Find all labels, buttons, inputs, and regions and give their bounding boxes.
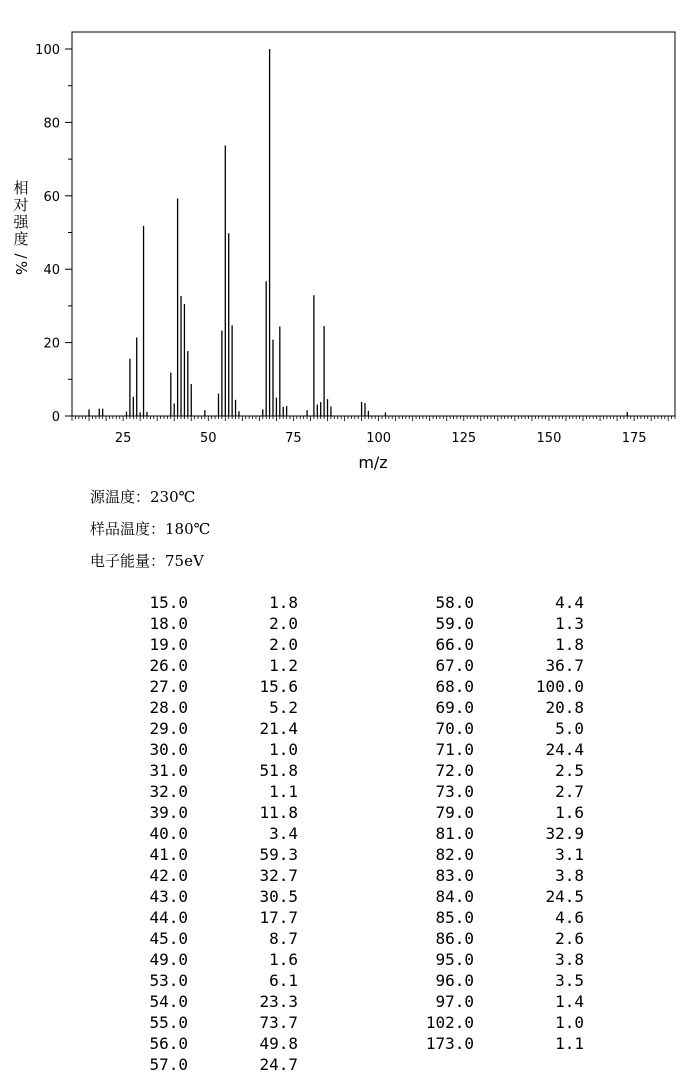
x-axis-label: m/z — [358, 453, 388, 472]
peak-mz: 44.0 — [149, 908, 188, 927]
x-tick-label: 125 — [451, 431, 477, 446]
peak-mz: 96.0 — [435, 971, 474, 990]
peak-mz: 57.0 — [149, 1055, 188, 1074]
peak-intensity: 21.4 — [259, 719, 298, 738]
peak-table-row — [0, 697, 696, 718]
peak-mz: 15.0 — [149, 593, 188, 612]
peak-mz: 86.0 — [435, 929, 474, 948]
peak-table-row — [0, 613, 696, 634]
peak-mz: 70.0 — [435, 719, 474, 738]
x-tick-label: 175 — [621, 431, 647, 446]
peak-table-row — [0, 1012, 696, 1033]
peak-mz: 173.0 — [425, 1034, 474, 1053]
peak-intensity: 4.4 — [555, 593, 584, 612]
y-tick-label: 100 — [35, 43, 60, 58]
x-axis-ticks — [115, 431, 647, 446]
peak-mz: 97.0 — [435, 992, 474, 1011]
peak-intensity: 24.4 — [545, 740, 584, 759]
x-minor-ticks — [72, 416, 675, 421]
peak-intensity: 3.8 — [555, 950, 584, 969]
peak-intensity: 1.1 — [269, 782, 298, 801]
peak-intensity: 11.8 — [259, 803, 298, 822]
peak-intensity: 1.8 — [555, 635, 584, 654]
source-temperature — [90, 486, 195, 507]
peak-mz: 49.0 — [149, 950, 188, 969]
peak-mz: 66.0 — [435, 635, 474, 654]
peak-table-row — [0, 1033, 696, 1054]
peak-mz: 82.0 — [435, 845, 474, 864]
peak-table-row — [0, 928, 696, 949]
peak-intensity: 32.9 — [545, 824, 584, 843]
peak-intensity: 20.8 — [545, 698, 584, 717]
peak-mz: 67.0 — [435, 656, 474, 675]
peak-intensity: 8.7 — [269, 929, 298, 948]
y-axis-label-char: 相 — [13, 179, 29, 197]
peak-intensity: 3.4 — [269, 824, 298, 843]
sample-temperature-label: 样品温度： — [90, 520, 166, 538]
peak-mz: 27.0 — [149, 677, 188, 696]
peak-mz: 84.0 — [435, 887, 474, 906]
peak-mz: 85.0 — [435, 908, 474, 927]
x-tick-label: 25 — [114, 431, 132, 446]
y-axis-label-char: % — [12, 260, 30, 276]
peak-table-row — [0, 802, 696, 823]
source-temperature-value: 230℃ — [150, 488, 196, 506]
peak-intensity: 1.8 — [269, 593, 298, 612]
peak-mz: 102.0 — [425, 1013, 474, 1032]
electron-energy — [90, 550, 204, 571]
x-tick-label: 100 — [366, 431, 392, 446]
peak-intensity: 1.6 — [269, 950, 298, 969]
peak-mz: 26.0 — [149, 656, 188, 675]
peak-intensity: 32.7 — [259, 866, 298, 885]
peak-intensity: 2.6 — [555, 929, 584, 948]
peak-intensity: 3.1 — [555, 845, 584, 864]
y-axis-label-char: 度 — [13, 230, 29, 248]
peak-table-row — [0, 760, 696, 781]
peak-intensity: 6.1 — [269, 971, 298, 990]
y-axis-label — [12, 179, 30, 275]
peak-intensity: 30.5 — [259, 887, 298, 906]
peak-mz: 83.0 — [435, 866, 474, 885]
plot-frame — [72, 32, 675, 416]
peak-intensity: 1.1 — [555, 1034, 584, 1053]
peak-table-row — [0, 1054, 696, 1075]
peak-intensity: 1.0 — [555, 1013, 584, 1032]
y-axis-label-char: 对 — [13, 196, 29, 214]
peak-intensity: 2.0 — [269, 635, 298, 654]
y-tick-label: 40 — [43, 263, 60, 279]
peak-mz: 28.0 — [149, 698, 188, 717]
peak-table-row — [0, 886, 696, 907]
sample-temperature-value: 180℃ — [165, 520, 211, 538]
peak-mz: 53.0 — [149, 971, 188, 990]
peak-intensity: 2.5 — [555, 761, 584, 780]
mass-spectrum-chart — [0, 0, 696, 480]
peak-mz: 40.0 — [149, 824, 188, 843]
sample-temperature — [90, 518, 210, 539]
peak-mz: 58.0 — [435, 593, 474, 612]
peak-table-row — [0, 739, 696, 760]
peak-mz: 30.0 — [149, 740, 188, 759]
peak-mz: 43.0 — [149, 887, 188, 906]
peak-intensity: 1.0 — [269, 740, 298, 759]
peak-mz: 39.0 — [149, 803, 188, 822]
electron-energy-value: 75eV — [165, 552, 204, 570]
peak-intensity: 1.4 — [555, 992, 584, 1011]
peak-intensity: 49.8 — [259, 1034, 298, 1053]
peak-table-row — [0, 655, 696, 676]
peak-table-row — [0, 970, 696, 991]
peak-mz: 56.0 — [149, 1034, 188, 1053]
peak-intensity: 36.7 — [545, 656, 584, 675]
peak-table-row — [0, 865, 696, 886]
peak-mz: 29.0 — [149, 719, 188, 738]
peak-intensity: 2.0 — [269, 614, 298, 633]
peak-mz: 71.0 — [435, 740, 474, 759]
peak-table-row — [0, 991, 696, 1012]
peak-intensity: 73.7 — [259, 1013, 298, 1032]
y-tick-label: 80 — [43, 116, 60, 132]
peak-intensity: 15.6 — [259, 677, 298, 696]
peak-intensity: 24.7 — [259, 1055, 298, 1074]
peak-intensity: 1.6 — [555, 803, 584, 822]
peak-mz: 81.0 — [435, 824, 474, 843]
peak-table-row — [0, 844, 696, 865]
peak-intensity: 3.5 — [555, 971, 584, 990]
peak-table-row — [0, 634, 696, 655]
peak-mz: 31.0 — [149, 761, 188, 780]
peak-intensity: 24.5 — [545, 887, 584, 906]
x-tick-label: 75 — [285, 431, 302, 446]
y-tick-label: 60 — [43, 189, 60, 205]
peak-intensity: 17.7 — [259, 908, 298, 927]
peak-mz: 32.0 — [149, 782, 188, 801]
peak-table-row — [0, 949, 696, 970]
y-tick-label: 20 — [43, 336, 60, 352]
peak-table-row — [0, 592, 696, 613]
peak-mz: 79.0 — [435, 803, 474, 822]
y-axis-label-char: / — [12, 253, 30, 259]
y-tick-label: 0 — [51, 410, 60, 425]
peak-mz: 41.0 — [149, 845, 188, 864]
peak-mz: 95.0 — [435, 950, 474, 969]
peak-mz: 59.0 — [435, 614, 474, 633]
peak-mz: 72.0 — [435, 761, 474, 780]
y-axis-ticks — [35, 43, 72, 425]
peak-intensity: 59.3 — [259, 845, 298, 864]
peak-intensity: 51.8 — [259, 761, 298, 780]
y-axis-label-char: 强 — [13, 213, 29, 231]
peak-mz: 19.0 — [149, 635, 188, 654]
peak-intensity: 1.2 — [269, 656, 298, 675]
peak-mz: 18.0 — [149, 614, 188, 633]
x-tick-label: 150 — [536, 431, 562, 446]
peak-mz: 54.0 — [149, 992, 188, 1011]
peak-table-row — [0, 781, 696, 802]
peak-table-row — [0, 823, 696, 844]
peak-intensity: 5.2 — [269, 698, 298, 717]
peak-mz: 55.0 — [149, 1013, 188, 1032]
peak-intensity: 4.6 — [555, 908, 584, 927]
peak-mz: 69.0 — [435, 698, 474, 717]
peak-table-row — [0, 718, 696, 739]
peak-table-row — [0, 676, 696, 697]
peak-mz: 45.0 — [149, 929, 188, 948]
peak-intensity: 1.3 — [555, 614, 584, 633]
peak-table-row — [0, 907, 696, 928]
peak-intensity: 5.0 — [555, 719, 584, 738]
peak-mz: 73.0 — [435, 782, 474, 801]
peak-intensity: 2.7 — [555, 782, 584, 801]
peak-mz: 42.0 — [149, 866, 188, 885]
x-tick-label: 50 — [199, 431, 217, 446]
peak-intensity: 23.3 — [259, 992, 298, 1011]
peak-intensity: 100.0 — [535, 677, 584, 696]
spectrum-peaks — [89, 49, 627, 416]
electron-energy-label: 电子能量： — [90, 552, 166, 570]
peak-intensity: 3.8 — [555, 866, 584, 885]
peak-mz: 68.0 — [435, 677, 474, 696]
source-temperature-label: 源温度： — [90, 488, 151, 506]
